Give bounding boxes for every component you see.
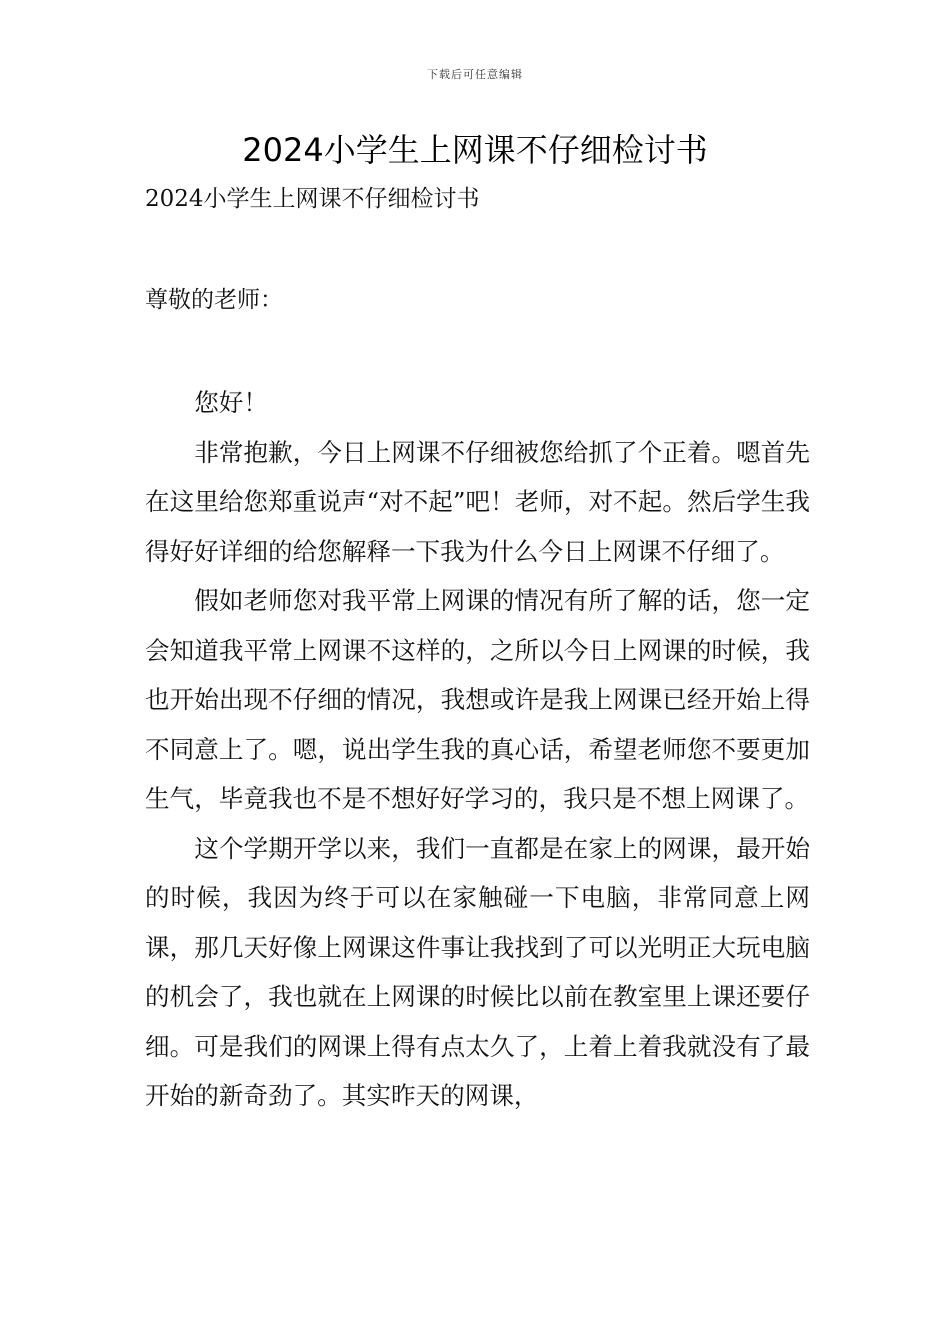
paragraph-greeting: 您好！ <box>194 388 268 417</box>
paragraph: 假如老师您对我平常上网课的情况有所了解的话，您一定会知道我平常上网课不这样的，之所以今日上网课的时候，我也开始出现不仔细的情况，我想或许是我上网课已经开始上得不同意上了。嗯，说出学生我的真心话，希望老师您不要更加生气，毕竟我也不是不想好好学习的，我只是不想上网课了。 <box>145 586 810 813</box>
header-note: 下载后可任意编辑 <box>427 68 523 81</box>
paragraph: 这个学期开学以来，我们一直都是在家上的网课，最开始的时候，我因为终于可以在家触碰一下电脑，非常同意上网课，那几天好像上网课这件事让我找到了可以光明正大玩电脑的机会了，我也就在上网课的时候比以前在教室里上课还要仔细。可是我们的网课上得有点太久了，上着上着我就没有了最开始的新奇劲了。其实昨天的网课， <box>145 833 810 1110</box>
paragraph: 非常抱歉，今日上网课不仔细被您给抓了个正着。嗯首先在这里给您郑重说声“对不起”吧！老师，对不起。然后学生我得好好详细的给您解释一下我为什么今日上网课不仔细了。 <box>145 437 810 566</box>
document-subtitle: 2024小学生上网课不仔细检讨书 <box>145 186 480 212</box>
document-body <box>145 378 810 1121</box>
salutation: 尊敬的老师： <box>145 287 283 313</box>
document-title: 2024小学生上网课不仔细检讨书 <box>242 131 708 169</box>
